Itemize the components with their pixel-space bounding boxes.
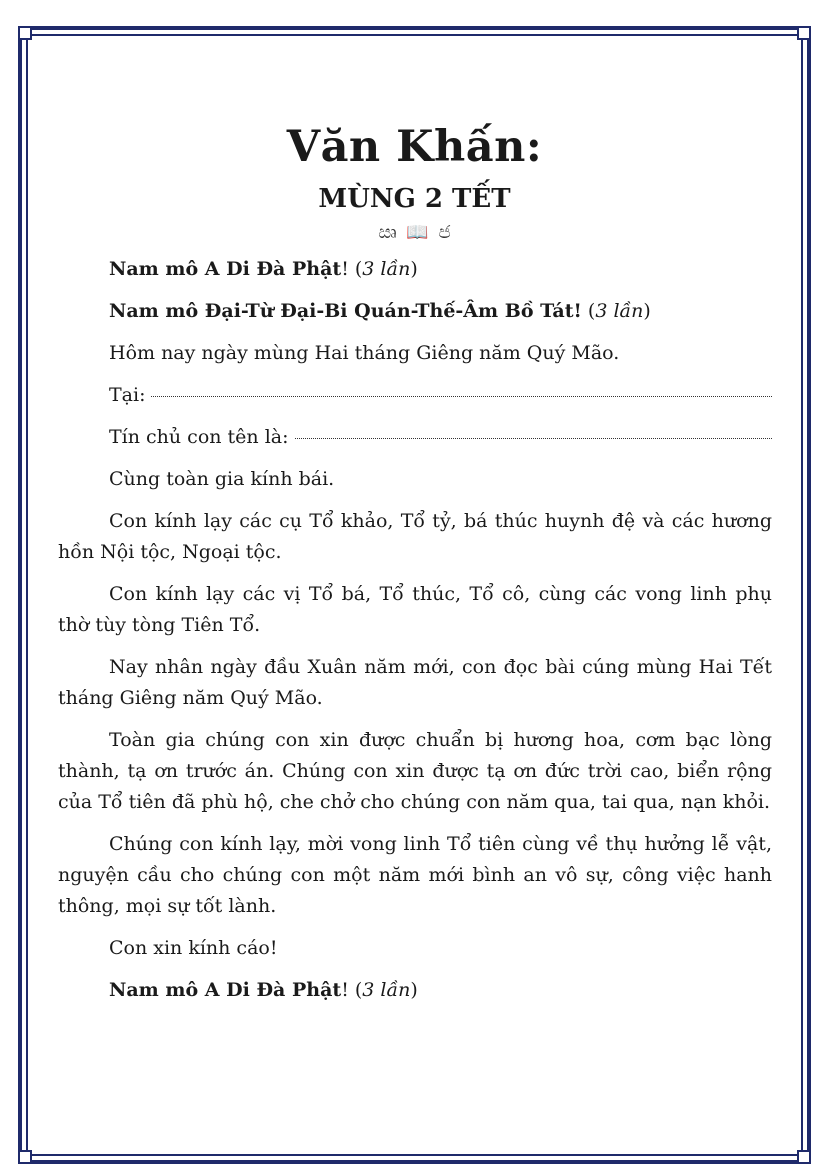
book-icon: 📖 (406, 222, 429, 243)
paragraph: Toàn gia chúng con xin được chuẩn bị hương hoa, cơm bạc lòng thành, tạ ơn trước án. Chúng con xin được tạ ơn đức trời cao, biển rộng của Tổ tiên đã phù hộ, che chở cho chúng con năm qua, tai qua, nạn khỏi. (58, 729, 772, 813)
paragraph: Con kính lạy các vị Tổ bá, Tổ thúc, Tổ cô, cùng các vong linh phụ thờ tùy tòng Tiên Tổ. (58, 583, 772, 636)
location-label: Tại: (109, 384, 146, 406)
paragraph: Con xin kính cáo! (109, 937, 278, 959)
page-subtitle: MÙNG 2 TẾT (318, 184, 511, 214)
prayer-text (58, 254, 772, 1017)
name-label: Tín chủ con tên là: (109, 426, 289, 448)
date-line: Hôm nay ngày mùng Hai tháng Giêng năm Quý Mão. (109, 342, 620, 364)
left-flourish-icon: ඍ (378, 222, 397, 243)
location-field (58, 380, 772, 411)
page-title: Văn Khấn: (286, 122, 543, 172)
paragraph: Con kính lạy các cụ Tổ khảo, Tổ tỷ, bá thúc huynh đệ và các hương hồn Nội tộc, Ngoại tộc. (58, 510, 772, 563)
border-corner (18, 26, 32, 40)
invocation-line: Nam mô A Di Đà Phật! (3 lần) (109, 979, 418, 1001)
paragraph: Nay nhân ngày đầu Xuân năm mới, con đọc bài cúng mùng Hai Tết tháng Giêng năm Quý Mão. (58, 656, 772, 709)
right-flourish-icon: ජ (438, 222, 451, 243)
paragraph: Cùng toàn gia kính bái. (109, 468, 335, 490)
border-corner (18, 1150, 32, 1164)
border-corner (797, 1150, 811, 1164)
paragraph: Chúng con kính lạy, mời vong linh Tổ tiên cùng về thụ hưởng lễ vật, nguyện cầu cho chúng con một năm mới bình an vô sự, công việc hanh thông, mọi sự tốt lành. (58, 833, 772, 917)
location-blank (151, 396, 772, 397)
ornament-divider (0, 222, 829, 243)
name-blank (295, 438, 773, 439)
invocation-line: Nam mô A Di Đà Phật! (3 lần) (109, 258, 418, 280)
invocation-line: Nam mô Đại-Từ Đại-Bi Quán-Thế-Âm Bồ Tát! (3 lần) (109, 300, 651, 322)
border-corner (797, 26, 811, 40)
name-field (58, 422, 772, 453)
